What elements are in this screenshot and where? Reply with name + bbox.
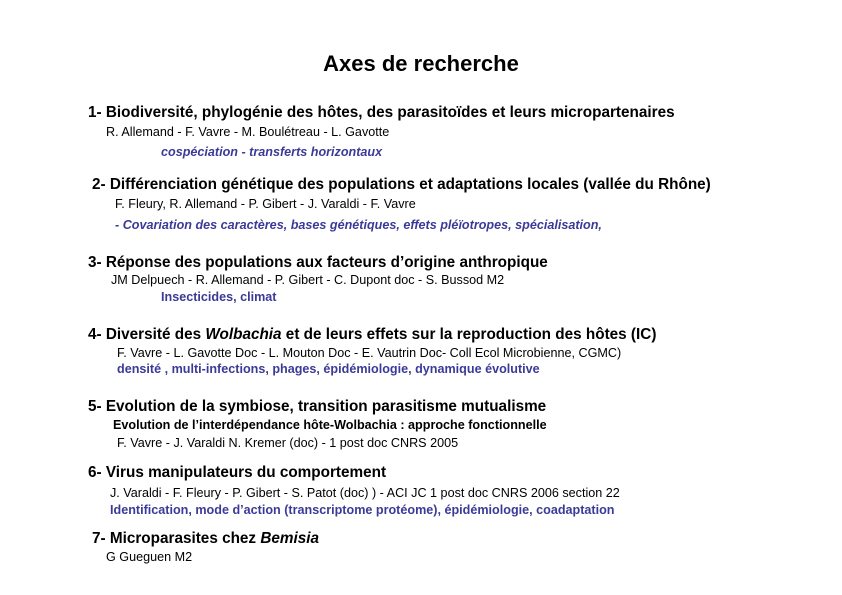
axis-5-subheading: Evolution de l’interdépendance hôte-Wolbachia : approche fonctionnelle	[113, 418, 547, 432]
axis-3-keywords: Insecticides, climat	[161, 290, 277, 304]
axis-4-heading-italic: Wolbachia	[205, 326, 282, 343]
axis-2-heading: 2- Différenciation génétique des populations et adaptations locales (vallée du Rhône)	[92, 176, 711, 193]
axis-4-keywords: densité , multi-infections, phages, épidémiologie, dynamique évolutive	[117, 362, 540, 376]
axis-5-heading: 5- Evolution de la symbiose, transition parasitisme mutualisme	[88, 398, 547, 415]
axis-1-keywords: cospéciation - transferts horizontaux	[161, 145, 383, 159]
page-title: Axes de recherche	[323, 51, 519, 76]
axis-4-people: F. Vavre - L. Gavotte Doc - L. Mouton Doc - E. Vautrin Doc- Coll Ecol Microbienne, CGMC)	[117, 346, 622, 360]
axis-7-heading-before: 7- Microparasites chez	[92, 530, 261, 547]
axis-6-heading: 6- Virus manipulateurs du comportement	[88, 464, 387, 481]
axis-4-heading-after: et de leurs effets sur la reproduction des hôtes (IC)	[281, 326, 657, 343]
axis-1-heading: 1- Biodiversité, phylogénie des hôtes, des parasitoïdes et leurs micropartenaires	[88, 104, 675, 121]
axis-2-people: F. Fleury, R. Allemand - P. Gibert - J. Varaldi - F. Vavre	[115, 197, 416, 211]
axis-4-heading-before: 4- Diversité des	[88, 326, 206, 343]
axis-6-people: J. Varaldi - F. Fleury - P. Gibert - S. Patot (doc) ) - ACI JC 1 post doc CNRS 2006 section 22	[110, 486, 620, 500]
axis-2-keywords: - Covariation des caractères, bases génétiques, effets pléïotropes, spécialisation,	[115, 218, 602, 232]
axis-4-heading	[88, 326, 656, 344]
axis-5-people: F. Vavre - J. Varaldi N. Kremer (doc) - 1 post doc CNRS 2005	[117, 436, 459, 450]
axis-6-keywords: Identification, mode d’action (transcriptome protéome), épidémiologie, coadaptation	[110, 503, 615, 517]
axis-7-heading-italic: Bemisia	[260, 530, 320, 547]
axis-3-heading: 3- Réponse des populations aux facteurs d’origine anthropique	[88, 254, 548, 271]
axis-3-people: JM Delpuech - R. Allemand - P. Gibert - C. Dupont doc - S. Bussod M2	[111, 273, 505, 287]
axis-7-heading	[92, 530, 319, 548]
axis-7-people: G Gueguen M2	[106, 550, 193, 564]
axis-1-people: R. Allemand - F. Vavre - M. Boulétreau - L. Gavotte	[106, 125, 390, 139]
